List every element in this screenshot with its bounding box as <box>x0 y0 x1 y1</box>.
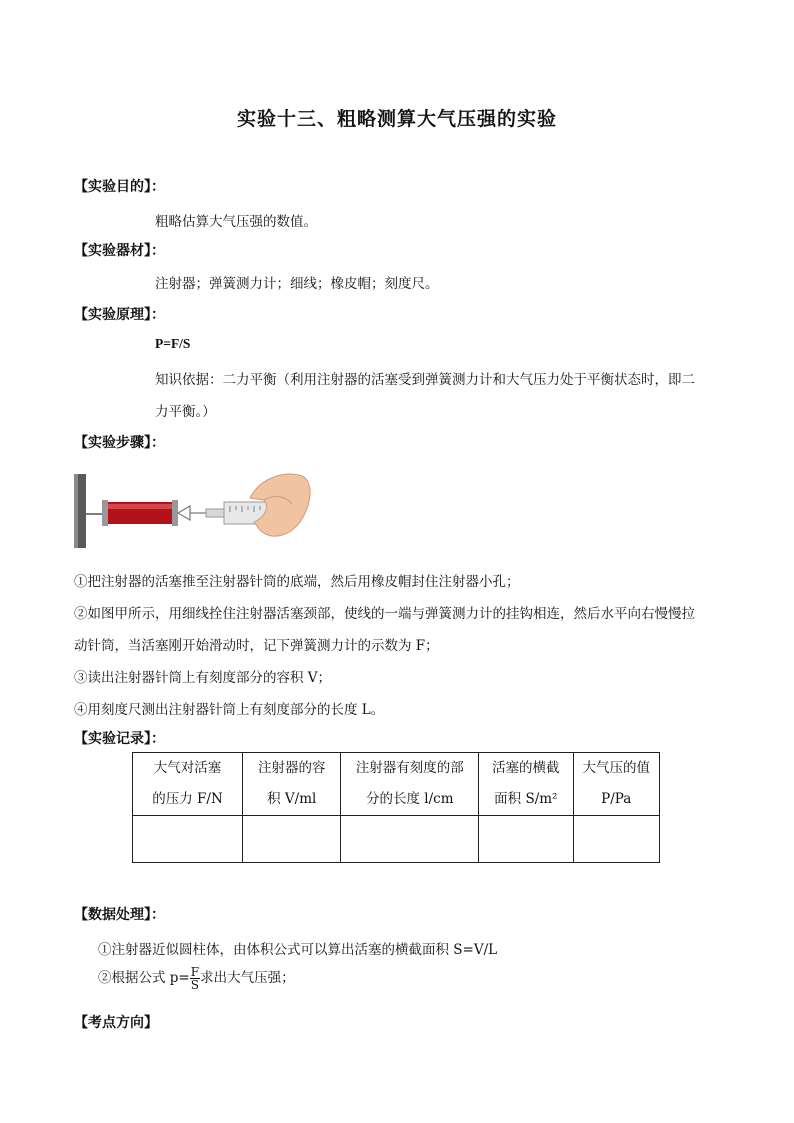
table-header-row <box>133 753 660 816</box>
step-item: ④用刻度尺测出注射器针筒上有刻度部分的长度 L。 <box>74 702 385 718</box>
table-row <box>133 816 660 863</box>
steps-heading: 【实验步骤】： <box>74 435 165 451</box>
table-header-cell: 活塞的横截 面积 S/m² <box>479 753 573 816</box>
table-header-cell: 大气对活塞 的压力 F/N <box>133 753 243 816</box>
principle-heading: 【实验原理】： <box>74 307 165 323</box>
principle-basis-line2: 力平衡。） <box>155 404 216 420</box>
principle-formula: P=F/S <box>155 336 191 351</box>
table-header-cell: 注射器的容 积 V/ml <box>243 753 341 816</box>
data-processing-item1: ①注射器近似圆柱体，由体积公式可以算出活塞的横截面积 S=V/L <box>98 942 498 958</box>
table-cell[interactable] <box>341 816 479 863</box>
item2-suffix: 求出大气压强； <box>200 970 295 986</box>
table-cell[interactable] <box>479 816 573 863</box>
wall-edge <box>74 474 78 548</box>
step-item: 动针筒，当活塞刚开始滑动时，记下弹簧测力计的示数为 F； <box>74 638 439 654</box>
step-item: ①把注射器的活塞推至注射器针筒的底端，然后用橡皮帽封住注射器小孔； <box>74 574 520 590</box>
page-title: 实验十三、粗略测算大气压强的实验 <box>236 108 557 130</box>
step-item: ②如图甲所示，用细线拴住注射器活塞颈部，使线的一端与弹簧测力计的挂钩相连，然后水平向右慢慢拉 <box>74 606 695 622</box>
table-header-cell: 大气压的值 P/Pa <box>573 753 660 816</box>
table-cell[interactable] <box>573 816 660 863</box>
syringe-experiment-figure <box>74 464 314 550</box>
purpose-heading: 【实验目的】： <box>74 179 165 195</box>
step-item: ③读出注射器针筒上有刻度部分的容积 V； <box>74 670 332 686</box>
plunger-rod <box>206 509 224 517</box>
table-cell[interactable] <box>133 816 243 863</box>
data-processing-item2 <box>98 966 295 991</box>
purpose-text: 粗略估算大气压强的数值。 <box>155 214 317 230</box>
barrel-cap-left <box>102 500 108 526</box>
equipment-heading: 【实验器材】： <box>74 243 165 259</box>
equipment-text: 注射器；弹簧测力计；细线；橡皮帽；刻度尺。 <box>155 276 439 292</box>
wall-plate <box>78 474 86 548</box>
data-processing-heading: 【数据处理】： <box>74 907 165 923</box>
direction-heading: 【考点方向】 <box>74 1015 158 1031</box>
item2-prefix: ②根据公式 p= <box>98 970 190 986</box>
record-heading: 【实验记录】： <box>74 731 165 747</box>
record-table <box>132 752 660 863</box>
table-header-cell: 注射器有刻度的部 分的长度 l/cm <box>341 753 479 816</box>
pressure-fraction: $\frac{F}{S}$ <box>190 965 200 992</box>
table-cell[interactable] <box>243 816 341 863</box>
principle-basis-line1: 知识依据：二力平衡（利用注射器的活塞受到弹簧测力计和大气压力处于平衡状态时，即二 <box>155 372 695 388</box>
hook-loop <box>178 506 190 520</box>
barrel-highlight <box>104 504 176 509</box>
